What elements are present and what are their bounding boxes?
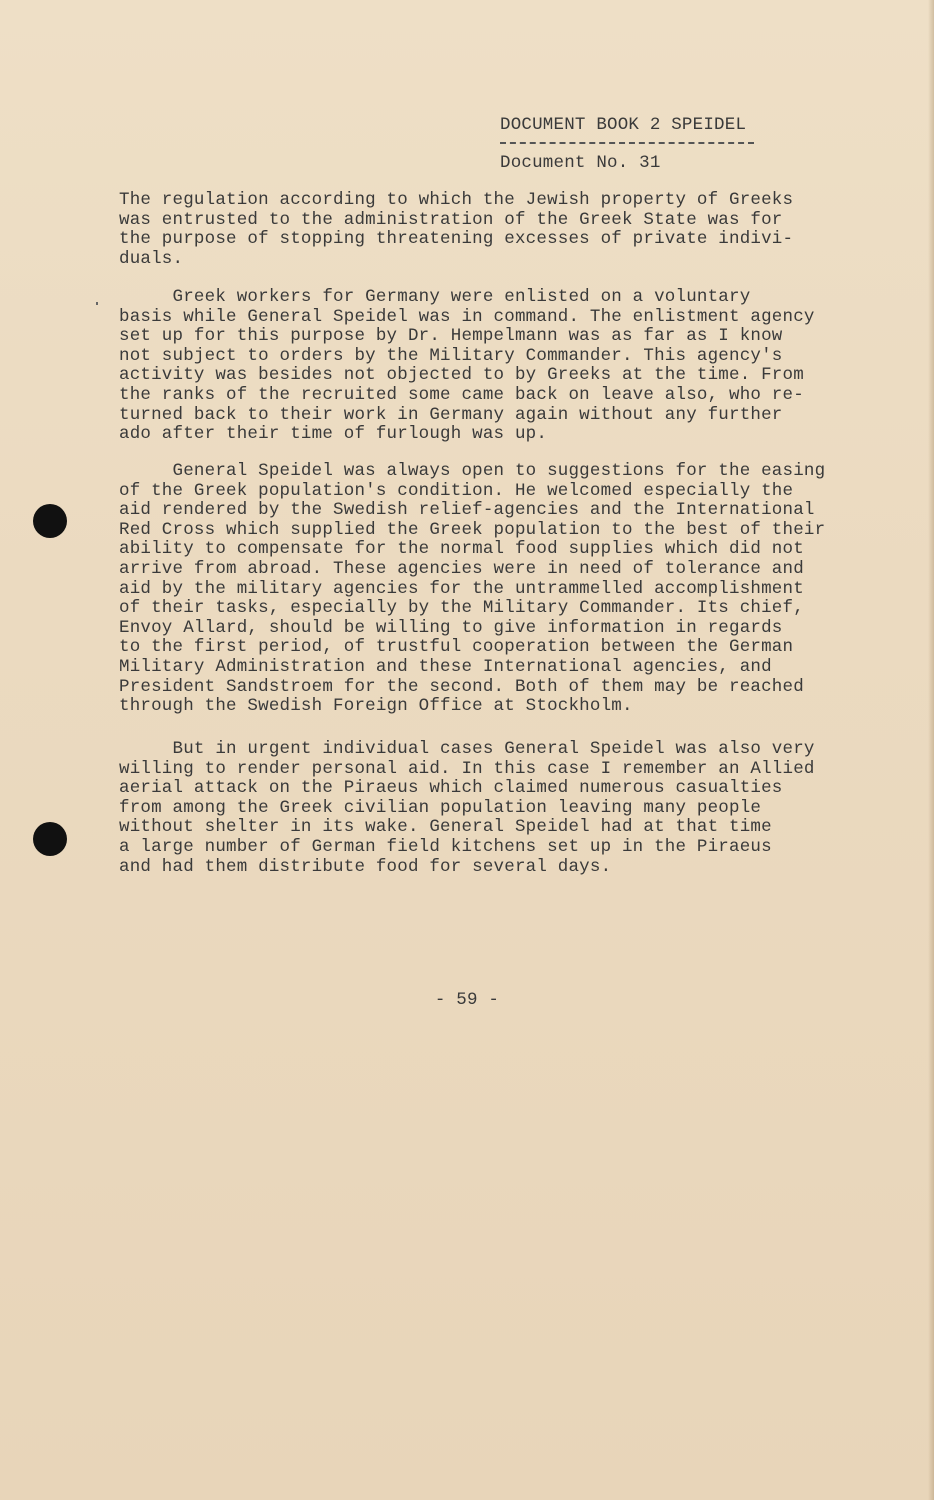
text-line: duals. (119, 248, 184, 269)
text-line: the purpose of stopping threatening excesses of private indivi- (119, 229, 794, 250)
text-line: aid rendered by the Swedish relief-agencies and the International (119, 500, 815, 521)
text-line: was entrusted to the administration of the Greek State was for (119, 209, 783, 230)
text-line: President Sandstroem for the second. Both of them may be reached (119, 676, 804, 697)
text-line: arrive from abroad. These agencies were in need of tolerance and (119, 558, 804, 579)
text-line: Greek workers for Germany were enlisted on a voluntary (119, 287, 751, 307)
text-line: ability to compensate for the normal food supplies which did not (119, 539, 804, 560)
page-edge-shadow (928, 0, 934, 1500)
text-line: from among the Greek civilian population leaving many people (119, 797, 762, 818)
text-line: basis while General Speidel was in command. The enlistment agency (119, 306, 815, 327)
text-line: Red Cross which supplied the Greek population to the best of their (119, 519, 826, 540)
text-line: to the first period, of trustful cooperation between the German (119, 637, 794, 658)
text-line: The regulation according to which the Jewish property of Greeks (119, 190, 794, 210)
text-line: ado after their time of furlough was up. (119, 424, 548, 445)
text-line: aerial attack on the Piraeus which claimed numerous casualties (119, 778, 783, 799)
text-line: aid by the military agencies for the untrammelled accomplishment (119, 578, 804, 599)
text-line: through the Swedish Foreign Office at Stockholm. (119, 696, 633, 717)
margin-mark (96, 302, 98, 305)
header-divider (500, 142, 754, 144)
document-book-title: DOCUMENT BOOK 2 SPEIDEL (500, 115, 747, 135)
text-line: a large number of German field kitchens set up in the Piraeus (119, 836, 772, 857)
punch-hole-icon (33, 822, 67, 856)
text-line: turned back to their work in Germany again without any further (119, 404, 783, 425)
paragraph-3 (119, 462, 889, 717)
paragraph-2 (119, 288, 889, 445)
document-number: Document No. 31 (500, 153, 661, 173)
text-line: not subject to orders by the Military Commander. This agency's (119, 345, 783, 366)
punch-hole-icon (33, 504, 67, 538)
text-line: of the Greek population's condition. He welcomed especially the (119, 480, 794, 501)
text-line: without shelter in its wake. General Speidel had at that time (119, 817, 772, 838)
text-line: Military Administration and these International agencies, and (119, 656, 772, 677)
text-line: activity was besides not objected to by Greeks at the time. From (119, 365, 804, 386)
text-line: But in urgent individual cases General Speidel was also very (119, 739, 815, 759)
paragraph-1 (119, 191, 889, 269)
text-line: Envoy Allard, should be willing to give information in regards (119, 617, 783, 638)
paragraph-4 (119, 740, 889, 877)
text-line: set up for this purpose by Dr. Hempelmann was as far as I know (119, 326, 783, 347)
page-number: - 59 - (434, 990, 500, 1010)
text-line: of their tasks, especially by the Military Commander. Its chief, (119, 598, 804, 619)
text-line: General Speidel was always open to suggestions for the easing (119, 461, 826, 481)
text-line: the ranks of the recruited some came back on leave also, who re- (119, 384, 804, 405)
text-line: and had them distribute food for several days. (119, 856, 612, 877)
text-line: willing to render personal aid. In this case I remember an Allied (119, 758, 815, 779)
